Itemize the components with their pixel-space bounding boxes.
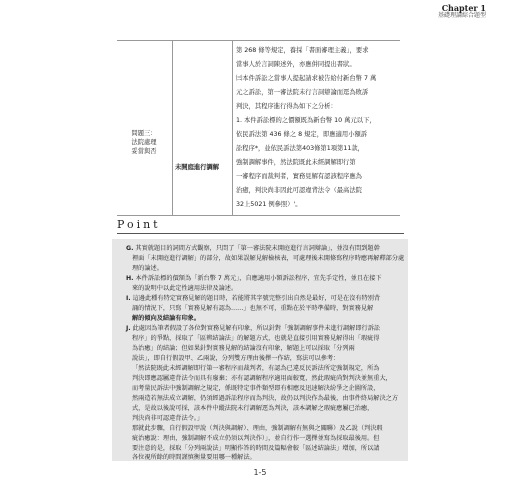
point-line: 判決即應認屬違背法令而具有廢棄；亦有認調解程序適用面較寬，然此瑕疵尚對判決並無重大，: [132, 375, 392, 382]
answer-line: 判決，其程序進行得為如下之分析：: [236, 103, 337, 110]
chapter-subtitle: 基礎理論綜合題型: [437, 11, 486, 19]
question-label-line: 妥當與否: [131, 148, 157, 155]
subissue-label: 未開庭進行調解: [175, 164, 220, 171]
point-divider: [117, 233, 404, 234]
answer-line: 強制調解事件，然法院既此未經調解即行第: [236, 159, 356, 166]
page-number: 1-5: [253, 468, 267, 477]
answer-line: 第 268 條等規定，養採「書面審理主義」，要求: [236, 47, 369, 54]
point-line: 然兩造若無法成立調解，仍須經過訴訟程序而為判決，故仍以判決作為最後，由事件終局解決之方: [132, 395, 399, 402]
point-line: 程序」的爭點，採取了「區辨結論法」的解題方式，也就是直接引用實務見解得出「瑕疵得: [132, 335, 380, 342]
answer-line: 治癒，判決尚非因此可認違背法令（最高法院: [236, 187, 362, 194]
point-line: G. 其實就題目的詞間方式觀察，只問了「第一審法院未開庭進行言詞辯論」，並沒有問到題幹: [126, 245, 380, 252]
point-line: 理的論述。: [132, 265, 163, 272]
question-label-line: 問題三：: [131, 130, 157, 137]
point-line: 說法」，即自行假設甲、乙兩說，分列雙方理由後擇一作結，寫法可以參考：: [132, 355, 340, 362]
point-line: 誦的情況下，只寫「實務見解有認為……」也無不可，重點在於平時準備時，對實務見解: [132, 305, 374, 312]
answer-column: [233, 41, 400, 215]
point-line: 疵治癒說：理由，強制調解不成立仍須以判決作）」，並自行作一選擇並寫為採取最後用。但: [132, 435, 380, 442]
chapter-label: Chapter 1: [441, 3, 486, 13]
answer-table: [117, 40, 400, 216]
point-line: 為治癒」的結論；但如果針對實務見解的結論沒有印象，解題上可以採取「分列兩: [132, 345, 355, 352]
point-line: 式，是故以後說可採，該本件中縱法院未行調解逕為判決，該本調解之瑕疵應屬已治癒，: [132, 405, 374, 412]
point-line: 裡面「未開庭進行調解」的部分，故如果誤解見解檢核表，可處理後未開條寫程序時應再解釋部分處: [132, 255, 405, 262]
point-line: 而考量民訴法中強制調解之規定，係既特定事件類型即有相應及迅速解決紛爭之企圖所設，: [132, 385, 380, 392]
answer-line: 一審程序而裁判者，實務見解有認該程序應為: [236, 173, 362, 180]
page-header: [438, 4, 486, 19]
answer-line: 訟程序*，並依民訴法第403條第1項第11款，: [236, 145, 364, 152]
point-line: I. 這邊此種有特定實務見解的題目時，若能將其字號完整引出自然是最好，可是在沒有特別背: [126, 295, 381, 302]
question-column: [117, 41, 173, 215]
point-line: 要注意的是，採取「分列兩說法」明顯作答的時間及篇幅會較「區述結論法」增加，所以請: [132, 445, 380, 452]
point-heading: Point: [117, 218, 161, 231]
question-label-line: 法院處理: [131, 139, 157, 146]
answer-line: 依民訴法第 436 條之 8 規定，即應適用小額訴: [236, 131, 368, 138]
point-line: 來的說明中以此定性適用法律及論述。: [132, 285, 238, 292]
point-notes-box: [112, 239, 408, 461]
answer-line: 元之訴訟，第一審法院未行言詞辯論而逕為敗訴: [236, 89, 369, 96]
point-line: 解的傾向及結論有印象。: [132, 315, 201, 322]
point-line: H. 本件訴訟標的價額為「新台幣 7 萬元」，自應適用小額訴訟程序，宜先手定性，並且在接下: [126, 275, 382, 282]
point-line: 「然法院既此未經調解即行第一審程序而裁判者，有認為已違反民訴法所定強制規定，所為: [132, 365, 380, 372]
subissue-column: [173, 41, 233, 215]
point-line: 各位視所餘的時間謹慎衡量要用哪一種解法。: [132, 454, 256, 461]
answer-line: 1. 本件訴訟標的之價額既為新台幣 10 萬元以下，: [236, 117, 376, 124]
answer-line: 32上5021 例參照）'。: [236, 201, 302, 208]
question-label: [119, 129, 169, 156]
point-line: 那就此步驟，自行假設甲說（判決與調解）、理由，強制調解有無與之關聯）及乙說（判決瑕: [132, 425, 383, 432]
point-line: J. 此處因為筆者假設了各位對實務見解有印象，所以針對「強制調解事件未進行調解即行訴訟: [126, 325, 381, 332]
answer-line: 當事人於言詞陳述外，亦應併同提出書狀。: [236, 61, 356, 68]
answer-line: ㈢本件訴訟之當事人提起請求被告給付新台幣 7 萬: [236, 75, 377, 82]
point-line: 判決尚非可認違背法令。」: [132, 415, 204, 422]
